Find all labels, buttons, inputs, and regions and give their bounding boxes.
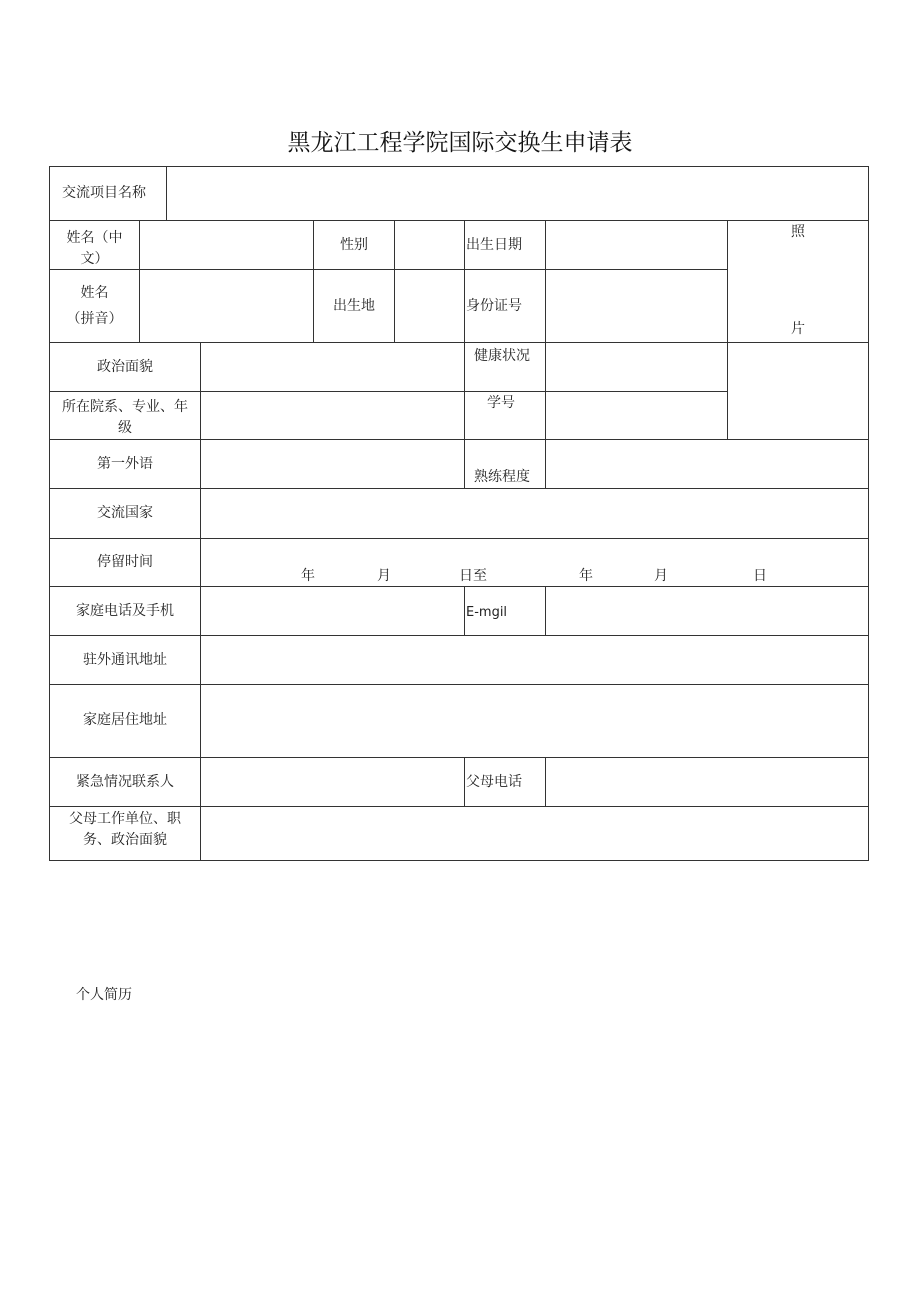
blank-cell-right bbox=[728, 343, 868, 439]
proficiency-field[interactable] bbox=[546, 440, 868, 488]
stay-day-to: 日至 bbox=[459, 568, 487, 584]
department-label-line1: 所在院系、专业、年 bbox=[62, 399, 188, 415]
home-address-field[interactable] bbox=[201, 685, 868, 757]
foreign-language-label: 第一外语 bbox=[97, 456, 153, 472]
phone-field[interactable] bbox=[201, 587, 464, 635]
project-name-field[interactable] bbox=[167, 167, 868, 220]
emergency-contact-field[interactable] bbox=[201, 758, 464, 806]
project-name-label: 交流项目名称 bbox=[62, 185, 146, 201]
political-label: 政治面貌 bbox=[97, 359, 153, 375]
student-id-field[interactable] bbox=[546, 392, 727, 439]
political-field[interactable] bbox=[201, 343, 464, 391]
email-label: E-mgil bbox=[466, 605, 508, 620]
id-number-label: 身份证号 bbox=[466, 298, 522, 314]
stay-month-start: 月 bbox=[377, 568, 391, 584]
name-cn-field[interactable] bbox=[140, 221, 313, 269]
emergency-contact-label: 紧急情况联系人 bbox=[76, 774, 174, 790]
parents-work-field[interactable] bbox=[201, 807, 868, 860]
parents-phone-label: 父母电话 bbox=[466, 774, 522, 790]
name-cn-label-line2: 文） bbox=[80, 251, 109, 267]
home-address-label: 家庭居住地址 bbox=[83, 712, 167, 728]
stay-day-end: 日 bbox=[753, 568, 767, 584]
proficiency-label: 熟练程度 bbox=[474, 469, 530, 485]
birthplace-field[interactable] bbox=[395, 270, 464, 342]
photo-label-top: 照 bbox=[791, 224, 805, 240]
parents-phone-field[interactable] bbox=[546, 758, 868, 806]
foreign-language-field[interactable] bbox=[201, 440, 464, 488]
page-title: 黑龙江工程学院国际交换生申请表 bbox=[287, 130, 633, 156]
id-number-field[interactable] bbox=[546, 270, 727, 342]
health-label: 健康状况 bbox=[474, 348, 530, 364]
stay-month-end: 月 bbox=[654, 568, 668, 584]
name-pinyin-label-line1: 姓名 bbox=[80, 285, 109, 301]
parents-work-label-line2: 务、政治面貌 bbox=[83, 832, 167, 848]
country-field[interactable] bbox=[201, 489, 868, 538]
email-field[interactable] bbox=[546, 587, 868, 635]
parents-work-label-line1: 父母工作单位、职 bbox=[69, 811, 181, 827]
overseas-address-field[interactable] bbox=[201, 636, 868, 684]
gender-label: 性别 bbox=[340, 237, 368, 253]
stay-time-label: 停留时间 bbox=[97, 554, 153, 570]
birthplace-label: 出生地 bbox=[333, 298, 375, 314]
department-field[interactable] bbox=[201, 392, 464, 439]
stay-year-start: 年 bbox=[301, 568, 315, 584]
birth-date-label: 出生日期 bbox=[466, 237, 522, 253]
country-label: 交流国家 bbox=[97, 505, 153, 521]
department-label-line2: 级 bbox=[118, 420, 132, 436]
name-pinyin-label-line2: （拼音） bbox=[66, 311, 123, 327]
student-id-label: 学号 bbox=[487, 395, 515, 411]
overseas-address-label: 驻外通讯地址 bbox=[83, 652, 167, 668]
name-pinyin-field[interactable] bbox=[140, 270, 313, 342]
name-cn-label-line1: 姓名（中 bbox=[66, 230, 123, 246]
health-field[interactable] bbox=[546, 343, 727, 391]
phone-label: 家庭电话及手机 bbox=[76, 603, 174, 619]
gender-field[interactable] bbox=[395, 221, 464, 269]
birth-date-field[interactable] bbox=[546, 221, 727, 269]
stay-year-end: 年 bbox=[579, 568, 593, 584]
photo-label-bottom: 片 bbox=[791, 321, 805, 337]
resume-label: 个人简历 bbox=[76, 987, 132, 1003]
